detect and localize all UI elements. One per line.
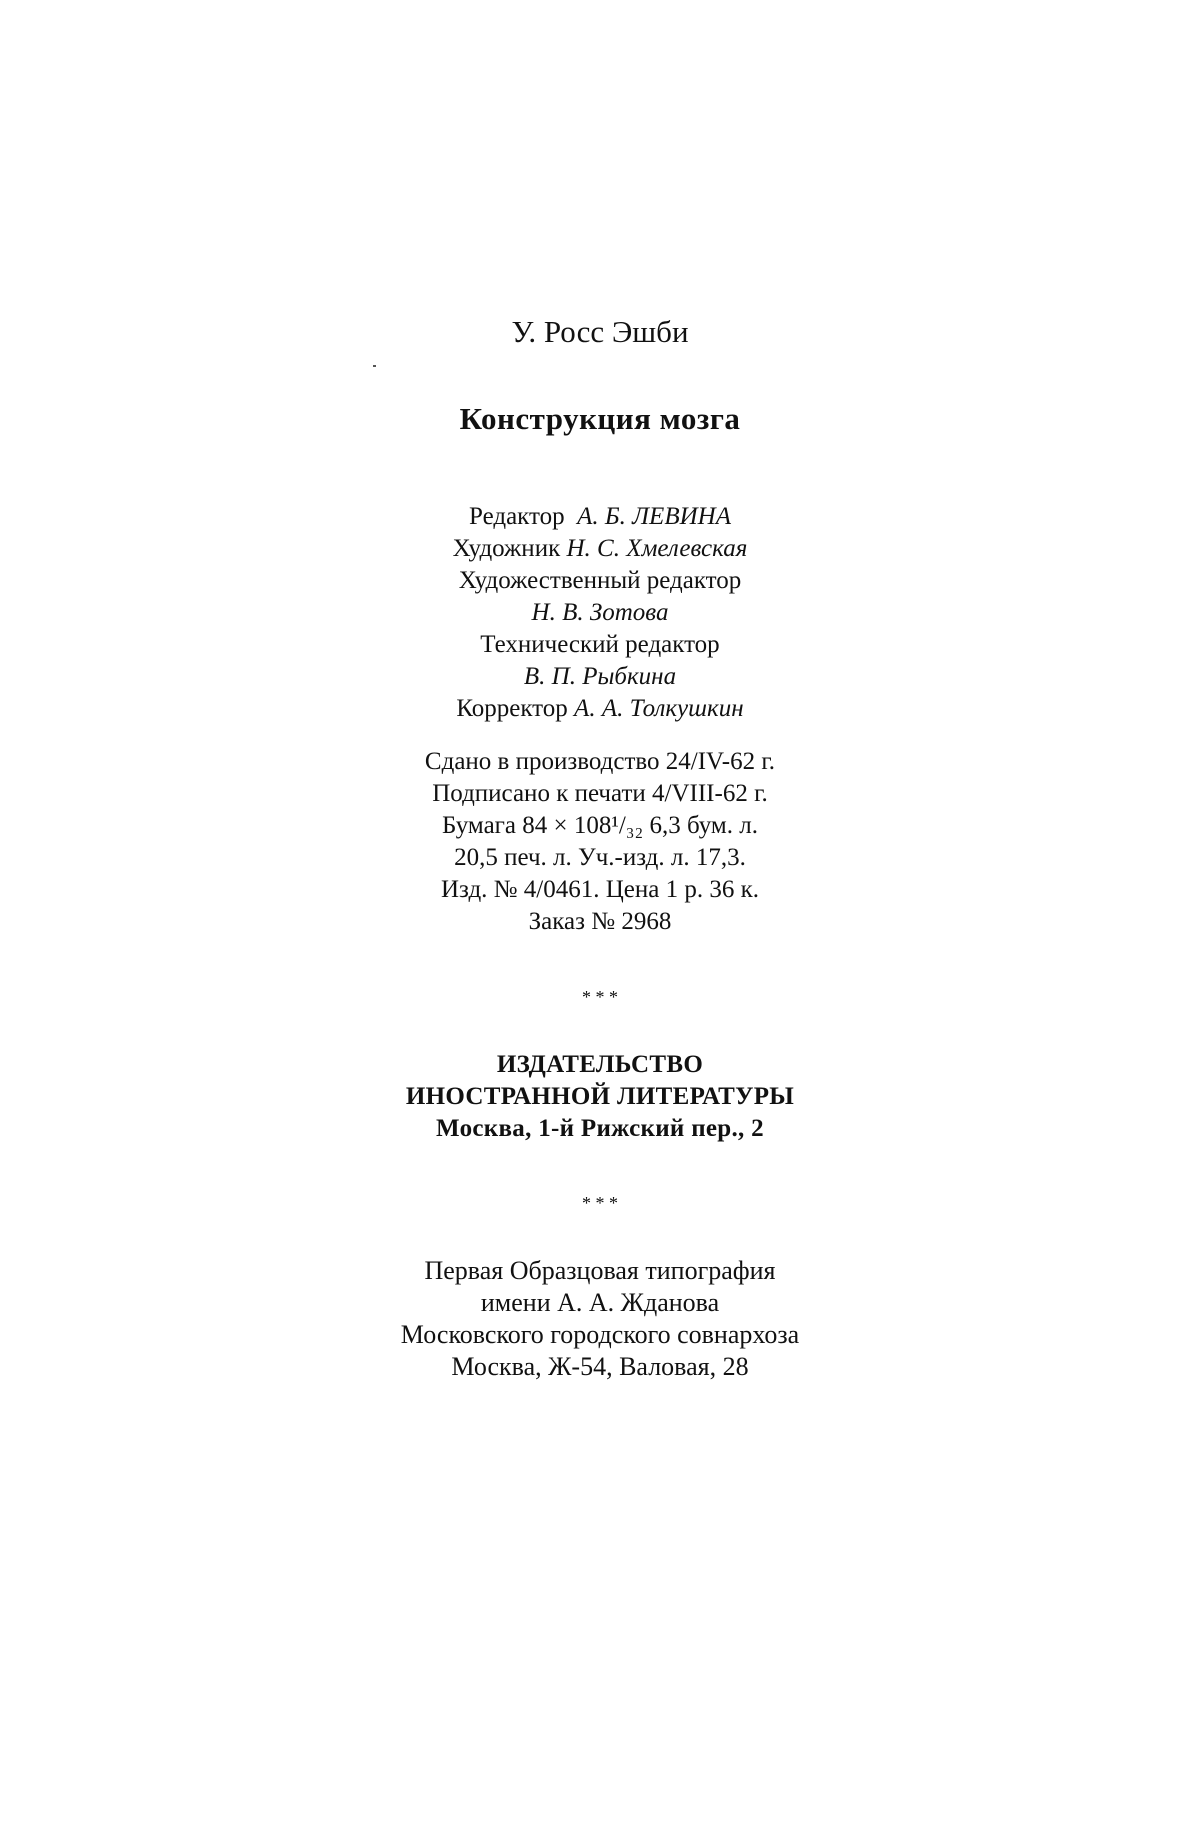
author-name: У. Росс Эшби [511, 314, 689, 349]
printing-house-address: Москва, Ж-54, Валовая, 28 [451, 1352, 749, 1381]
proofreader-label: Корректор [456, 695, 568, 722]
book-title: Конструкция мозга [459, 401, 741, 436]
editor-name: А. Б. ЛЕВИНА [577, 503, 731, 530]
section-separator: * * * [582, 987, 618, 1007]
proofreader-name: А. А. Толкушкин [574, 695, 744, 722]
publisher-line: ИНОСТРАННОЙ ЛИТЕРАТУРЫ [405, 1083, 795, 1110]
publisher-address: Москва, 1-й Рижский пер., 2 [436, 1115, 764, 1142]
tech-editor-label: Технический редактор [480, 631, 720, 658]
tech-editor-name [0, 664, 1200, 689]
printing-house-line: имени А. А. Жданова [480, 1288, 720, 1317]
art-editor-label: Художественный редактор [458, 567, 742, 594]
print-detail-line: Сдано в производство 24/IV-62 г. [424, 748, 776, 775]
editor-credit [0, 504, 1200, 529]
publisher-line: ИЗДАТЕЛЬСТВО [496, 1051, 704, 1078]
print-detail-line: Бумага 84 × 108¹/₃₂ 6,3 бум. л. [442, 812, 758, 839]
proofreader-credit [0, 696, 1200, 721]
section-separator: * * * [582, 1193, 618, 1213]
order-number: Заказ № 2968 [528, 908, 672, 935]
art-editor-name-text: Н. В. Зотова [531, 599, 669, 626]
artist-label: Художник [452, 535, 561, 562]
print-detail-line: Изд. № 4/0461. Цена 1 р. 36 к. [440, 876, 760, 903]
art-editor-name [0, 600, 1200, 625]
printing-house-line: Первая Образцовая типография [424, 1256, 776, 1285]
print-detail-line: Подписано к печати 4/VIII-62 г. [432, 780, 768, 807]
artist-credit [0, 536, 1200, 561]
print-detail-line: 20,5 печ. л. Уч.-изд. л. 17,3. [454, 844, 746, 871]
tech-editor-name-text: В. П. Рыбкина [523, 663, 677, 690]
editor-label: Редактор [469, 503, 565, 530]
print-speck [373, 365, 376, 367]
artist-name: Н. С. Хмелевская [566, 535, 748, 562]
printing-house-line: Московского городского совнархоза [400, 1320, 800, 1349]
